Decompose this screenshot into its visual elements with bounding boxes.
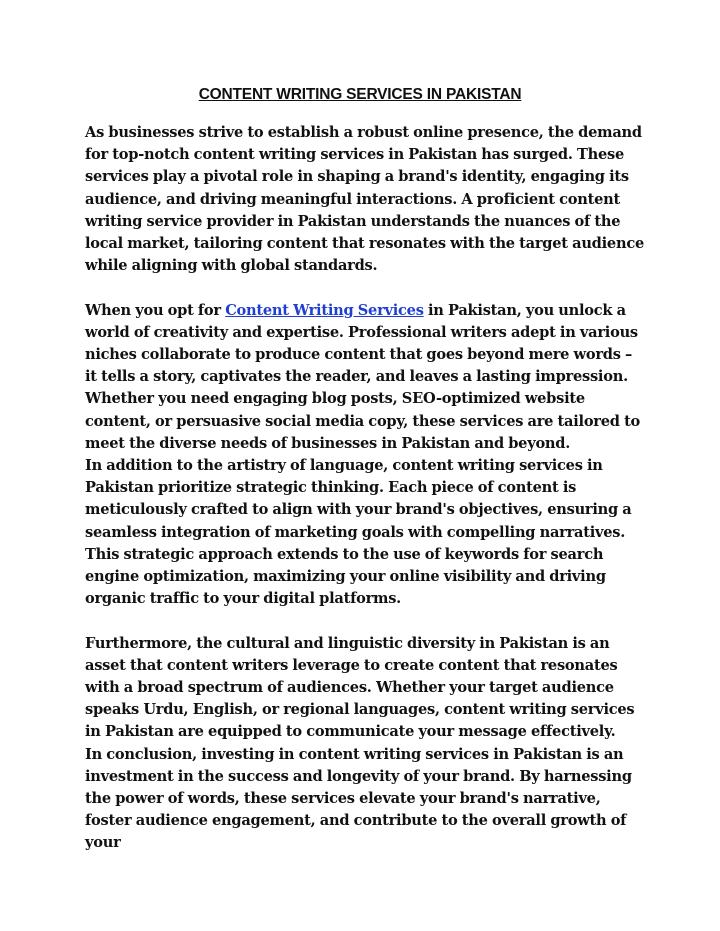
paragraph-strategy: In addition to the artistry of language, content writing services in Pakistan prioritize strategic thinking. Each piece of content is meticulously crafted to align with your brand's objectives, ensuring a seamless integration of marketing goals with compelling narratives. This strategic approach extends to the use of keywords for search engine optimization, maximizing your online visibility and driving organic traffic to your digital platforms. (85, 457, 632, 608)
paragraph-gap (85, 277, 645, 299)
content-writing-services-link[interactable]: Content Writing Services (225, 301, 424, 319)
paragraph-diversity: Furthermore, the cultural and linguistic diversity in Pakistan is an asset that content writers leverage to create content that resonates with a broad spectrum of audiences. Whether your target audience speaks Urdu, English, or regional languages, content writing services in Pakistan are equipped to communicate your message effectively. (85, 634, 635, 741)
paragraph-conclusion: In conclusion, investing in content writing services in Pakistan is an investment in the success and longevity of your brand. By harnessing the power of words, these services elevate your brand's narrative, foster audience engagement, and contribute to the overall growth of your (85, 745, 632, 852)
paragraph-services-lead: When you opt for (85, 301, 226, 319)
page-title: CONTENT WRITING SERVICES IN PAKISTAN (198, 86, 522, 103)
paragraph-services (85, 300, 645, 455)
paragraph-gap (85, 610, 645, 632)
paragraph-intro: As businesses strive to establish a robust online presence, the demand for top-notch content writing services in Pakistan has surged. These services play a pivotal role in shaping a brand's identity, engaging its audience, and driving meaningful interactions. A proficient content writing service provider in Pakistan understands the nuances of the local market, tailoring content that resonates with the target audience while aligning with global standards. (85, 124, 644, 275)
paragraph-services-rest: in Pakistan, you unlock a world of creativity and expertise. Professional writers adept in various niches collaborate to produce content that goes beyond mere words – it tells a story, captivates the reader, and leaves a lasting impression. Whether you need engaging blog posts, SEO-optimized website content, or persuasive social media copy, these services are tailored to meet the diverse needs of businesses in Pakistan and beyond. (85, 301, 641, 452)
document-body (85, 122, 645, 855)
